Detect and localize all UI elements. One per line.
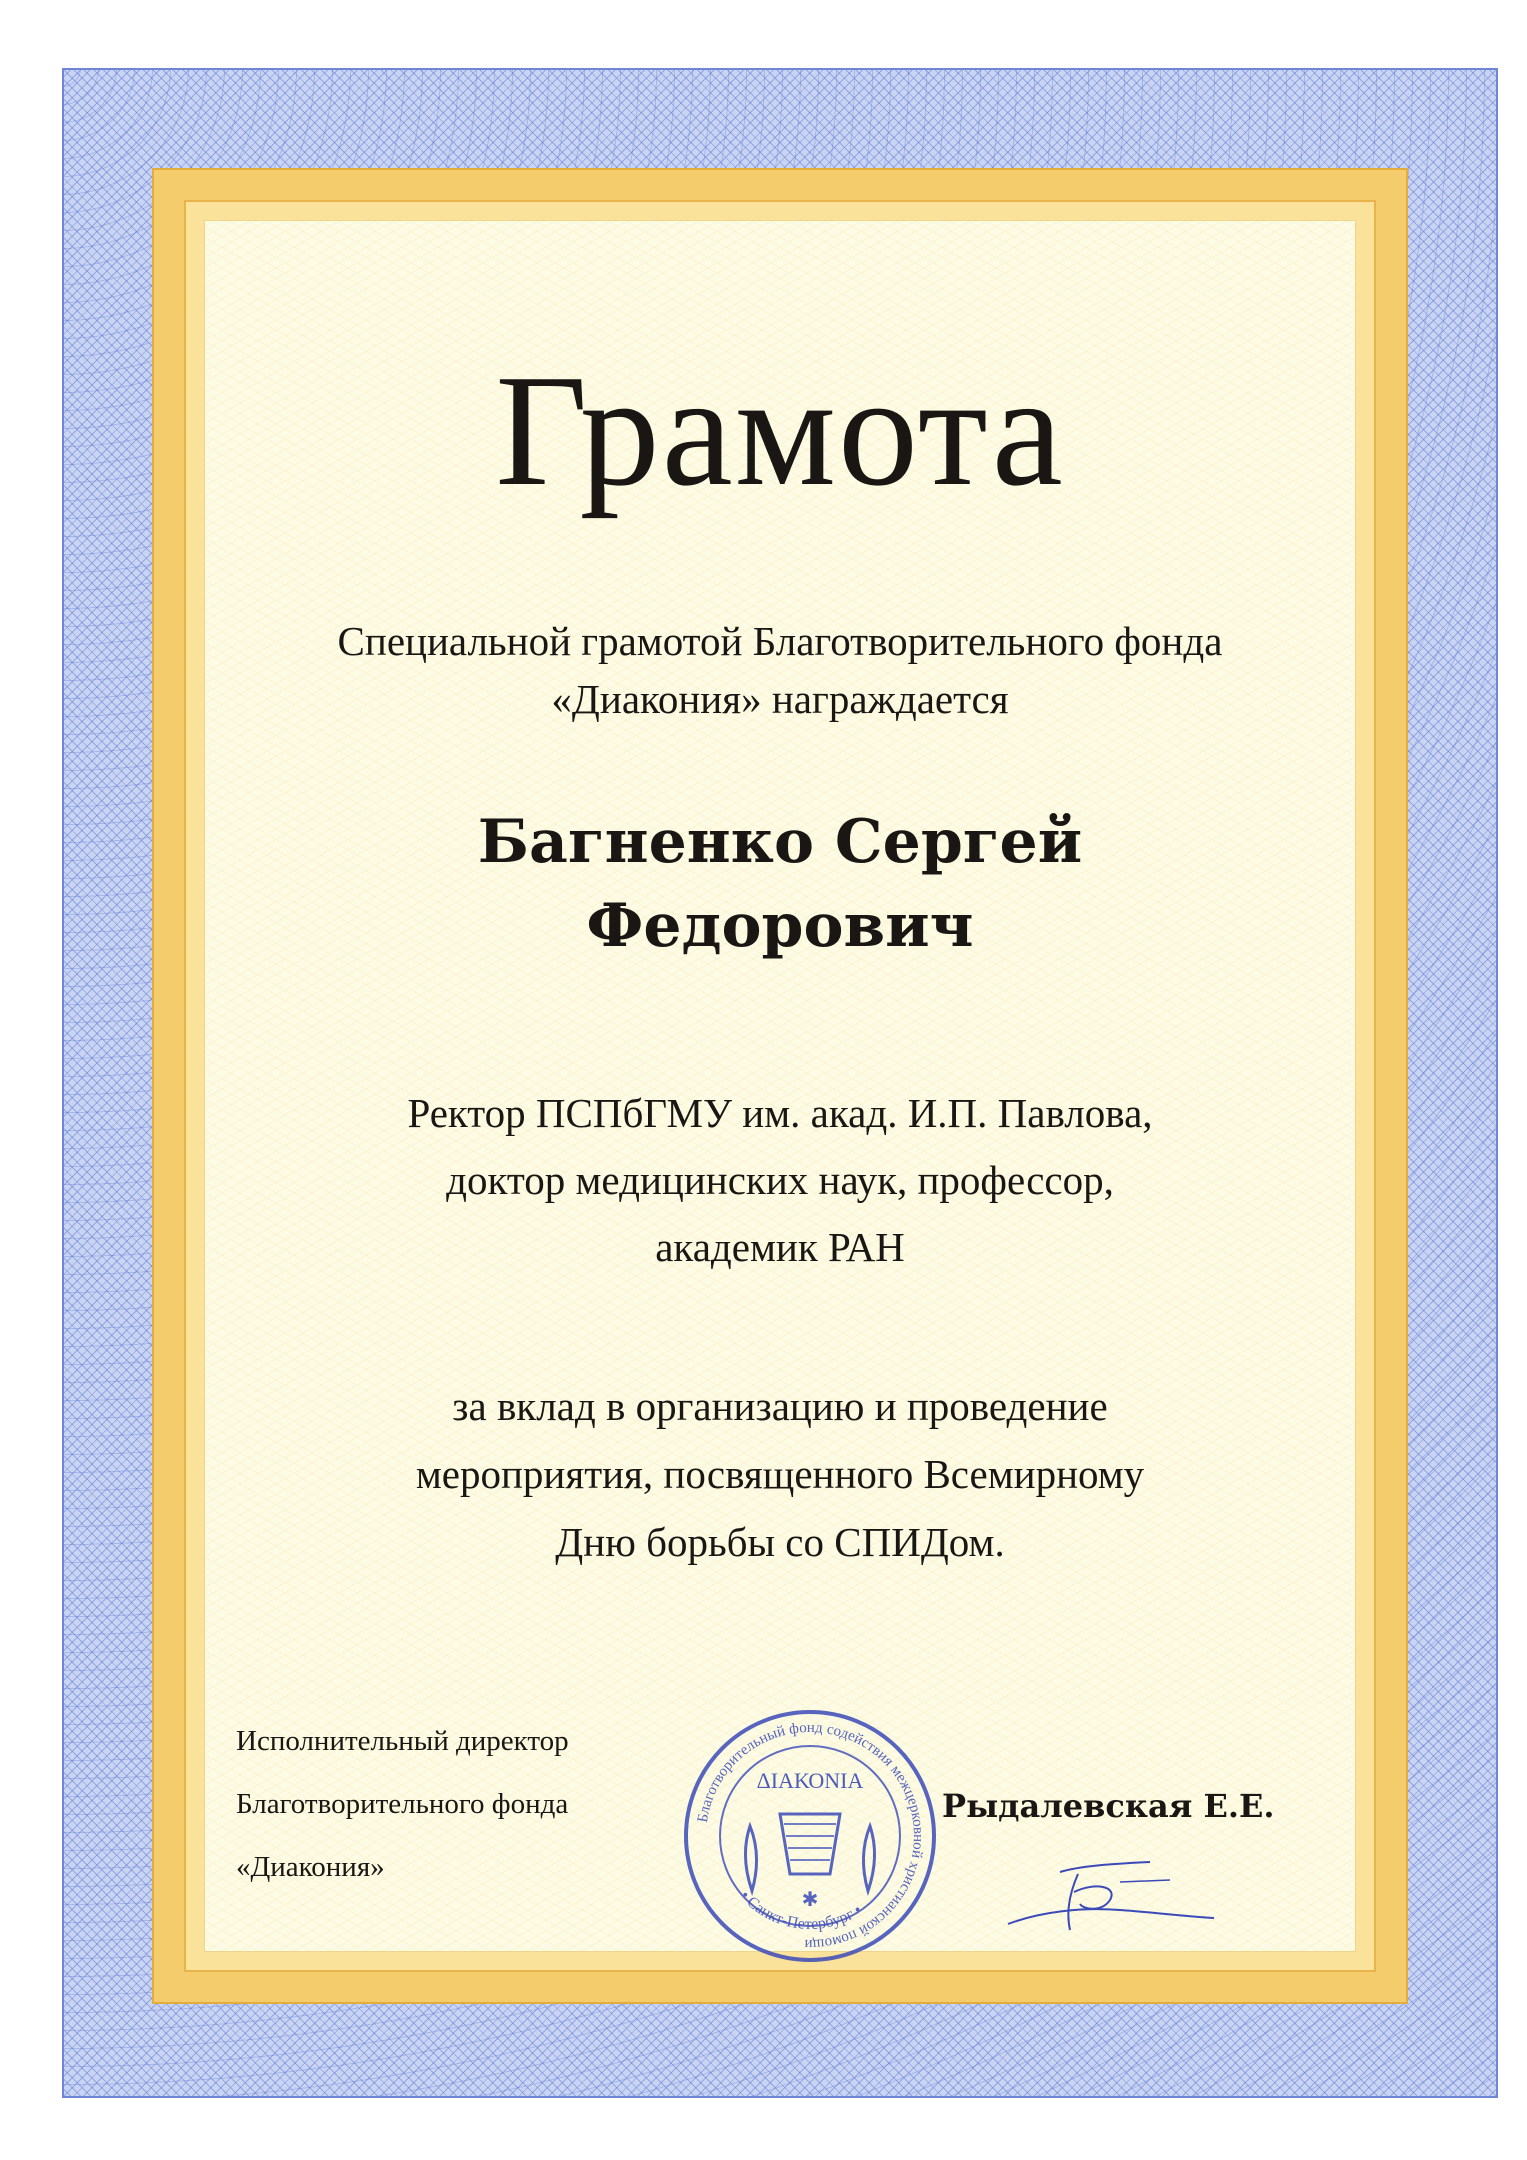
reason-line: Дню борьбы со СПИДом. [555, 1519, 1005, 1565]
awardee-position [204, 1080, 1356, 1281]
organization-stamp [680, 1706, 940, 1966]
position-line: академик РАН [655, 1224, 905, 1270]
award-reason [204, 1372, 1356, 1576]
signer-name: Рыдалевская Е.Е. [942, 1787, 1275, 1825]
certificate-title: Грамота [495, 341, 1065, 519]
position-line: доктор медицинских наук, профессор, [446, 1157, 1114, 1203]
signer-title [236, 1710, 676, 1899]
awardee-name [204, 800, 1356, 968]
intro-line: Специальной грамотой Благотворительного фонда [337, 618, 1223, 664]
position-line: Ректор ПСПбГМУ им. акад. И.П. Павлова, [407, 1090, 1153, 1136]
intro-line: «Диакония» награждается [551, 676, 1009, 722]
stamp-ring-text: Благотворительный фонд содействия межцерковной христианской помощи [694, 1719, 927, 1953]
svg-text:✱: ✱ [801, 1887, 819, 1911]
stamp-center-text: ΔΙΑΚΟΝΙΑ [756, 1768, 864, 1793]
stamp-bottom-text: • Санкт-Петербург • [736, 1887, 866, 1933]
handwritten-signature [1000, 1852, 1220, 1942]
award-intro [204, 612, 1356, 728]
reason-line: за вклад в организацию и проведение [452, 1383, 1108, 1429]
signer-title-line: Исполнительный директор [236, 1725, 569, 1757]
signer-title-line: «Диакония» [236, 1851, 385, 1883]
awardee-name-line: Федорович [586, 891, 974, 961]
signer-title-line: Благотворительного фонда [236, 1788, 569, 1820]
awardee-name-line: Багненко Сергей [477, 807, 1083, 877]
reason-line: мероприятия, посвященного Всемирному [415, 1451, 1145, 1497]
